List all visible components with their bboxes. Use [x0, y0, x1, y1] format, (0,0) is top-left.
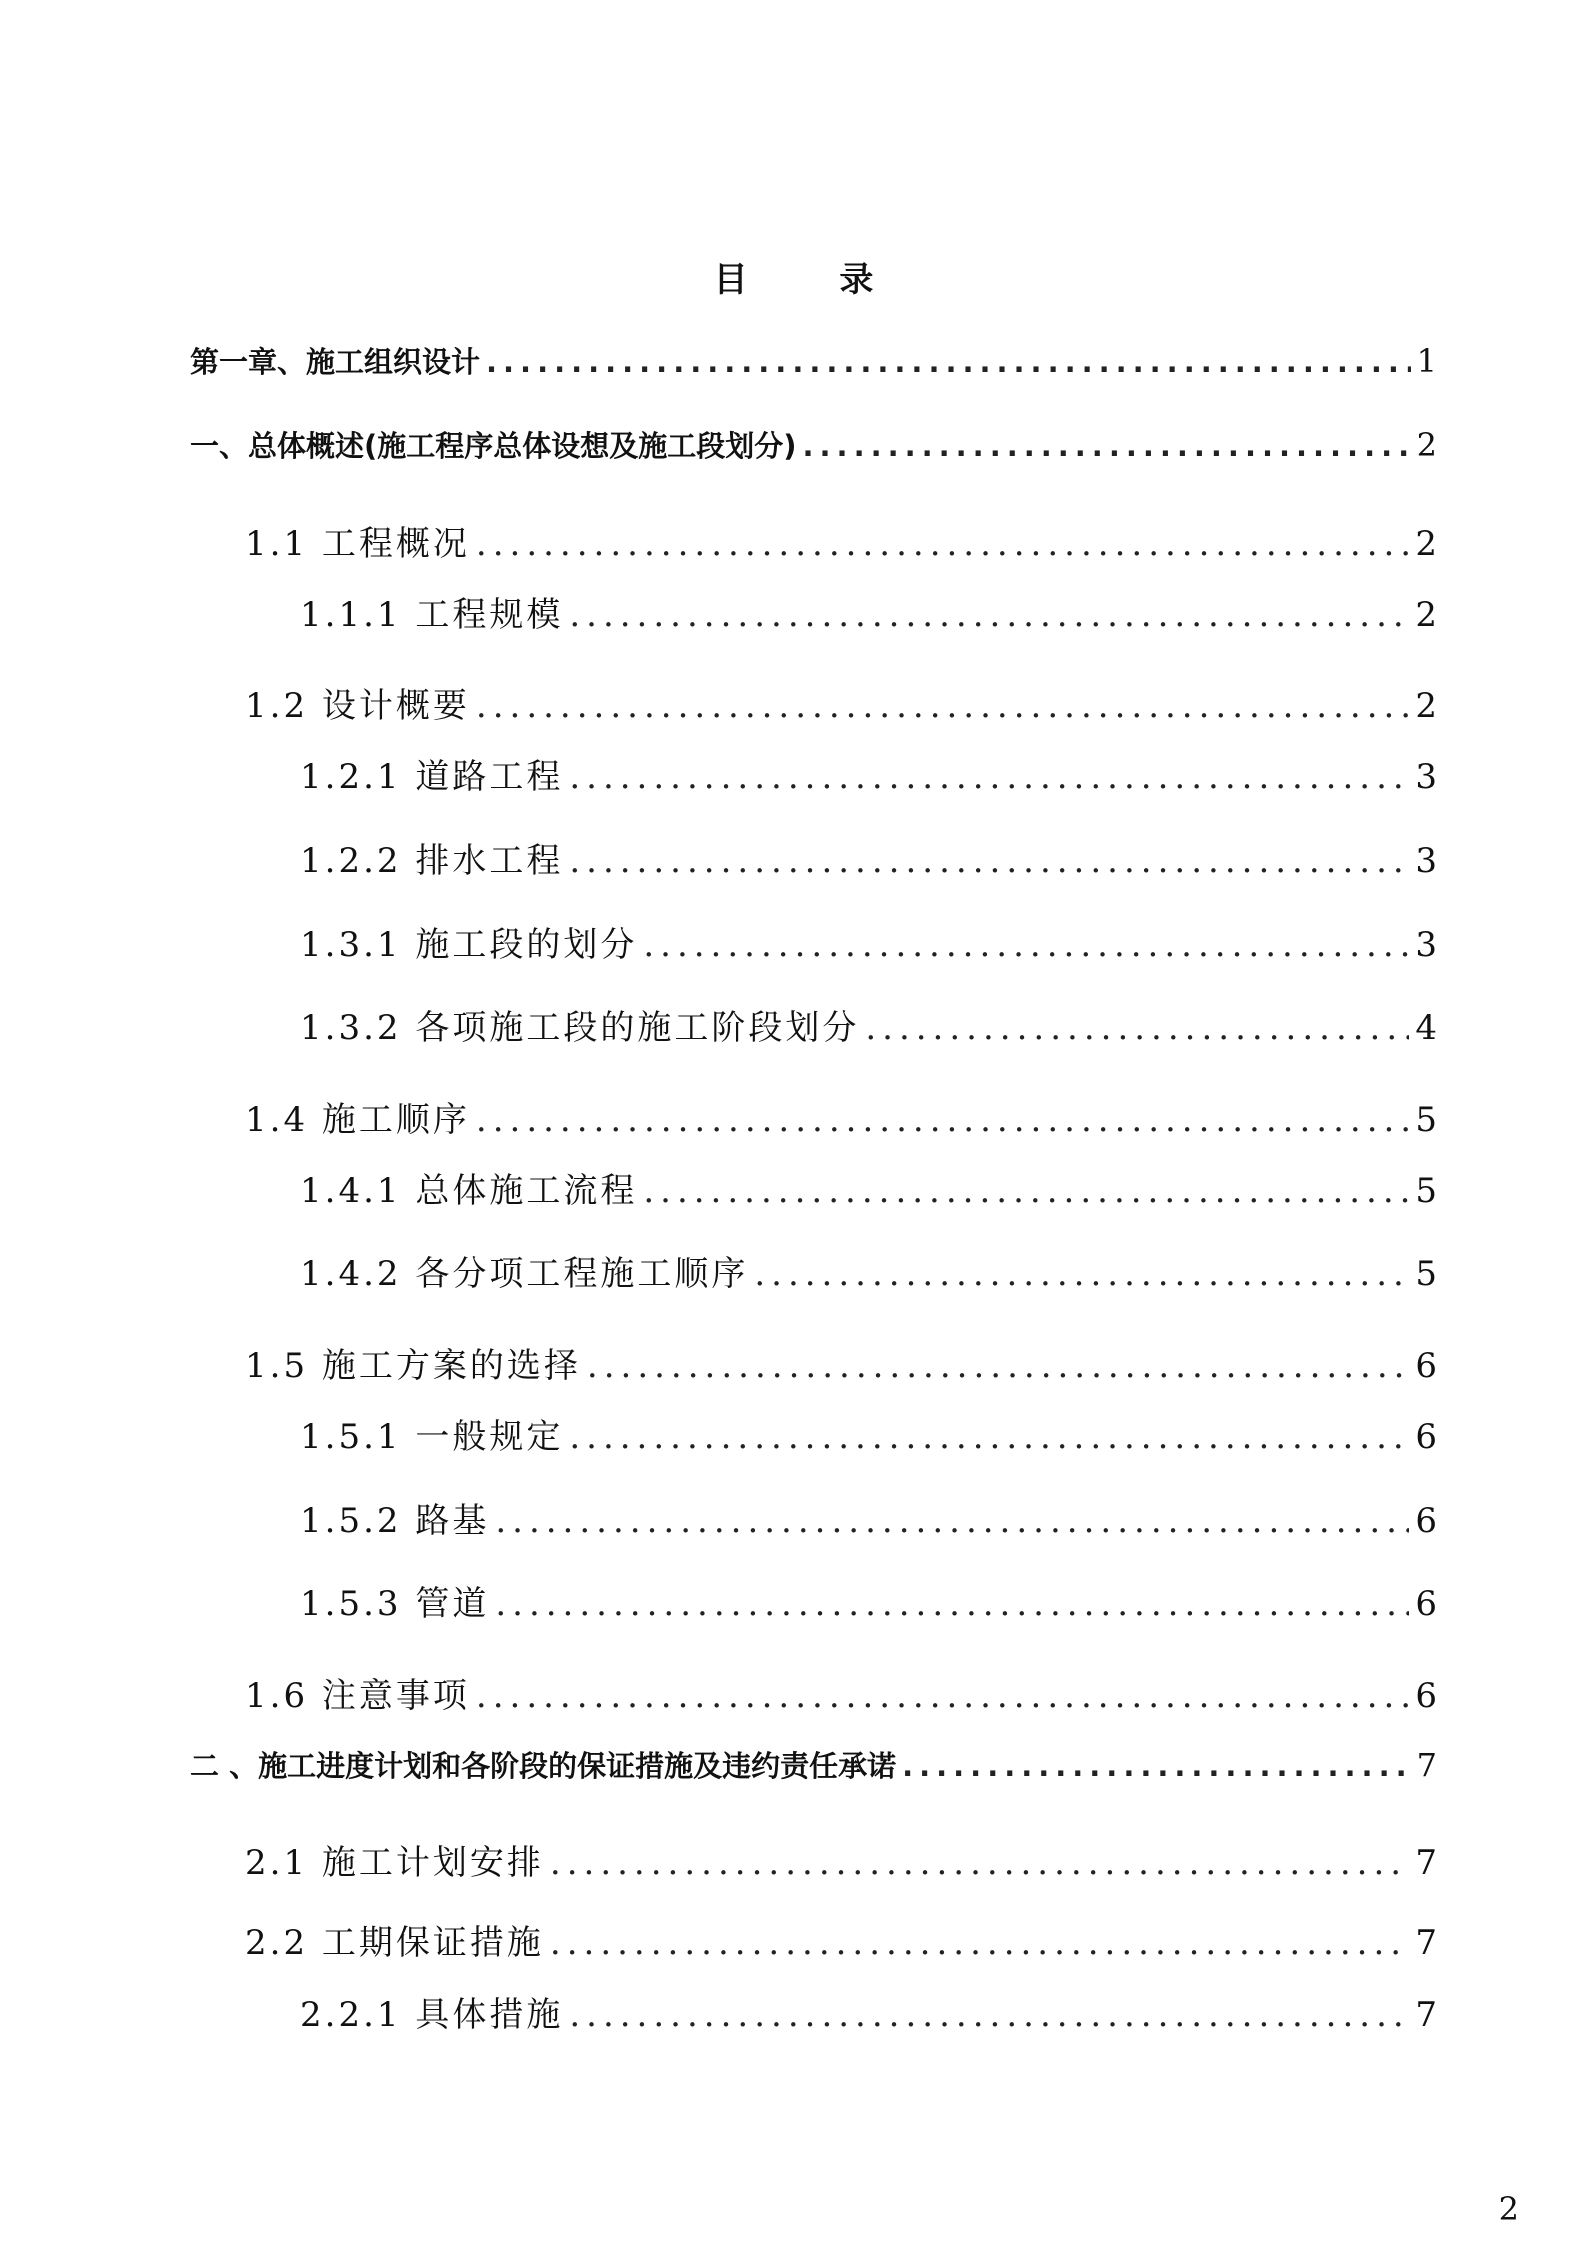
toc-entry-label: 1.3.2 各项施工段的施工阶段划分: [300, 1008, 860, 1048]
dot-leader: [865, 1008, 1409, 1048]
toc-entry-1-5-2[interactable]: [300, 1493, 1437, 1542]
toc-entry-1-2[interactable]: [245, 678, 1437, 727]
toc-entry-2-2[interactable]: [245, 1915, 1437, 1964]
dot-leader: [569, 757, 1409, 797]
toc-entry-label: 1.2.1 道路工程: [300, 757, 564, 797]
toc-entry-1-4[interactable]: [245, 1092, 1437, 1141]
toc-entry-page: 1: [1416, 342, 1437, 380]
toc-entry-1-5[interactable]: [245, 1338, 1437, 1387]
toc-entry-page: 4: [1415, 1008, 1437, 1048]
page-number: 2: [1498, 2190, 1519, 2228]
toc-entry-page: 7: [1415, 1995, 1437, 2035]
dot-leader: [476, 1676, 1409, 1716]
toc-entry-page: 2: [1415, 595, 1437, 635]
toc-entry-1-4-1[interactable]: [300, 1163, 1437, 1212]
toc-entry-page: 5: [1415, 1254, 1437, 1294]
dot-leader: [643, 1171, 1409, 1211]
toc-entry-label: 1.4.2 各分项工程施工顺序: [300, 1254, 749, 1294]
toc-entry-2-2-1[interactable]: [300, 1987, 1437, 2036]
toc-entry-page: 5: [1415, 1171, 1437, 1211]
dot-leader: [476, 686, 1409, 726]
toc-entry-label: 第一章、施工组织设计: [190, 345, 481, 379]
toc-entry-1-2-2[interactable]: [300, 833, 1437, 882]
toc-entry-label: 1.1 工程概况: [245, 524, 470, 564]
dot-leader: [754, 1254, 1409, 1294]
toc-entry-1-1-1[interactable]: [300, 587, 1437, 636]
toc-entry-label: 2.1 施工计划安排: [245, 1843, 544, 1883]
toc-entry-page: 3: [1415, 925, 1437, 965]
toc-entry-1-4-2[interactable]: [300, 1246, 1437, 1295]
toc-entry-1-3-2[interactable]: [300, 1000, 1437, 1049]
dot-leader: [550, 1843, 1409, 1883]
toc-entry-label: 1.6 注意事项: [245, 1676, 470, 1716]
toc-entry-chapter-1[interactable]: [190, 340, 1437, 381]
toc-title: 目 录: [713, 260, 914, 300]
toc-entry-page: 6: [1415, 1584, 1437, 1624]
dot-leader: [476, 524, 1409, 564]
dot-leader: [803, 429, 1411, 463]
toc-entry-section-1[interactable]: [190, 424, 1437, 465]
dot-leader: [495, 1584, 1409, 1624]
toc-entry-label: 1.3.1 施工段的划分: [300, 925, 638, 965]
toc-entry-1-1[interactable]: [245, 516, 1437, 565]
toc-entry-label: 1.5.3 管道: [300, 1584, 490, 1624]
dot-leader: [486, 345, 1411, 379]
toc-entry-label: 1.5 施工方案的选择: [245, 1346, 581, 1386]
toc-entry-page: 6: [1415, 1417, 1437, 1457]
toc-entry-page: 6: [1415, 1346, 1437, 1386]
toc-entry-page: 5: [1415, 1100, 1437, 1140]
toc-entry-label: 二 、施工进度计划和各阶段的保证措施及违约责任承诺: [190, 1749, 897, 1783]
toc-entry-page: 6: [1415, 1501, 1437, 1541]
toc-entry-1-5-1[interactable]: [300, 1409, 1437, 1458]
toc-entry-1-2-1[interactable]: [300, 749, 1437, 798]
toc-entry-label: 1.2.2 排水工程: [300, 841, 564, 881]
toc-entry-page: 2: [1415, 524, 1437, 564]
dot-leader: [569, 1417, 1409, 1457]
toc-entry-label: 1.2 设计概要: [245, 686, 470, 726]
toc-entry-label: 1.1.1 工程规模: [300, 595, 564, 635]
dot-leader: [569, 595, 1409, 635]
toc-entry-page: 7: [1415, 1843, 1437, 1883]
dot-leader: [587, 1346, 1409, 1386]
toc-entry-label: 2.2 工期保证措施: [245, 1923, 544, 1963]
toc-entry-label: 1.4 施工顺序: [245, 1100, 470, 1140]
toc-entry-page: 2: [1415, 686, 1437, 726]
toc-entry-1-3-1[interactable]: [300, 917, 1437, 966]
dot-leader: [495, 1501, 1409, 1541]
toc-entry-1-6[interactable]: [245, 1668, 1437, 1717]
toc-entry-page: 2: [1416, 426, 1437, 464]
toc-entry-label: 1.5.2 路基: [300, 1501, 490, 1541]
toc-entry-page: 6: [1415, 1676, 1437, 1716]
toc-entry-page: 3: [1415, 757, 1437, 797]
dot-leader: [476, 1100, 1409, 1140]
toc-entry-label: 一、总体概述(施工程序总体设想及施工段划分): [190, 429, 797, 463]
dot-leader: [569, 841, 1409, 881]
toc-entry-label: 1.4.1 总体施工流程: [300, 1171, 638, 1211]
toc-entry-label: 2.2.1 具体措施: [300, 1995, 564, 2035]
dot-leader: [569, 1995, 1409, 2035]
toc-entry-page: 3: [1415, 841, 1437, 881]
dot-leader: [902, 1749, 1411, 1783]
toc-entry-2-1[interactable]: [245, 1835, 1437, 1884]
toc-entry-section-2[interactable]: [190, 1744, 1437, 1785]
toc-entry-1-5-3[interactable]: [300, 1576, 1437, 1625]
toc-entry-label: 1.5.1 一般规定: [300, 1417, 564, 1457]
toc-entry-page: 7: [1415, 1923, 1437, 1963]
dot-leader: [550, 1923, 1409, 1963]
dot-leader: [643, 925, 1409, 965]
toc-entry-page: 7: [1416, 1746, 1437, 1784]
